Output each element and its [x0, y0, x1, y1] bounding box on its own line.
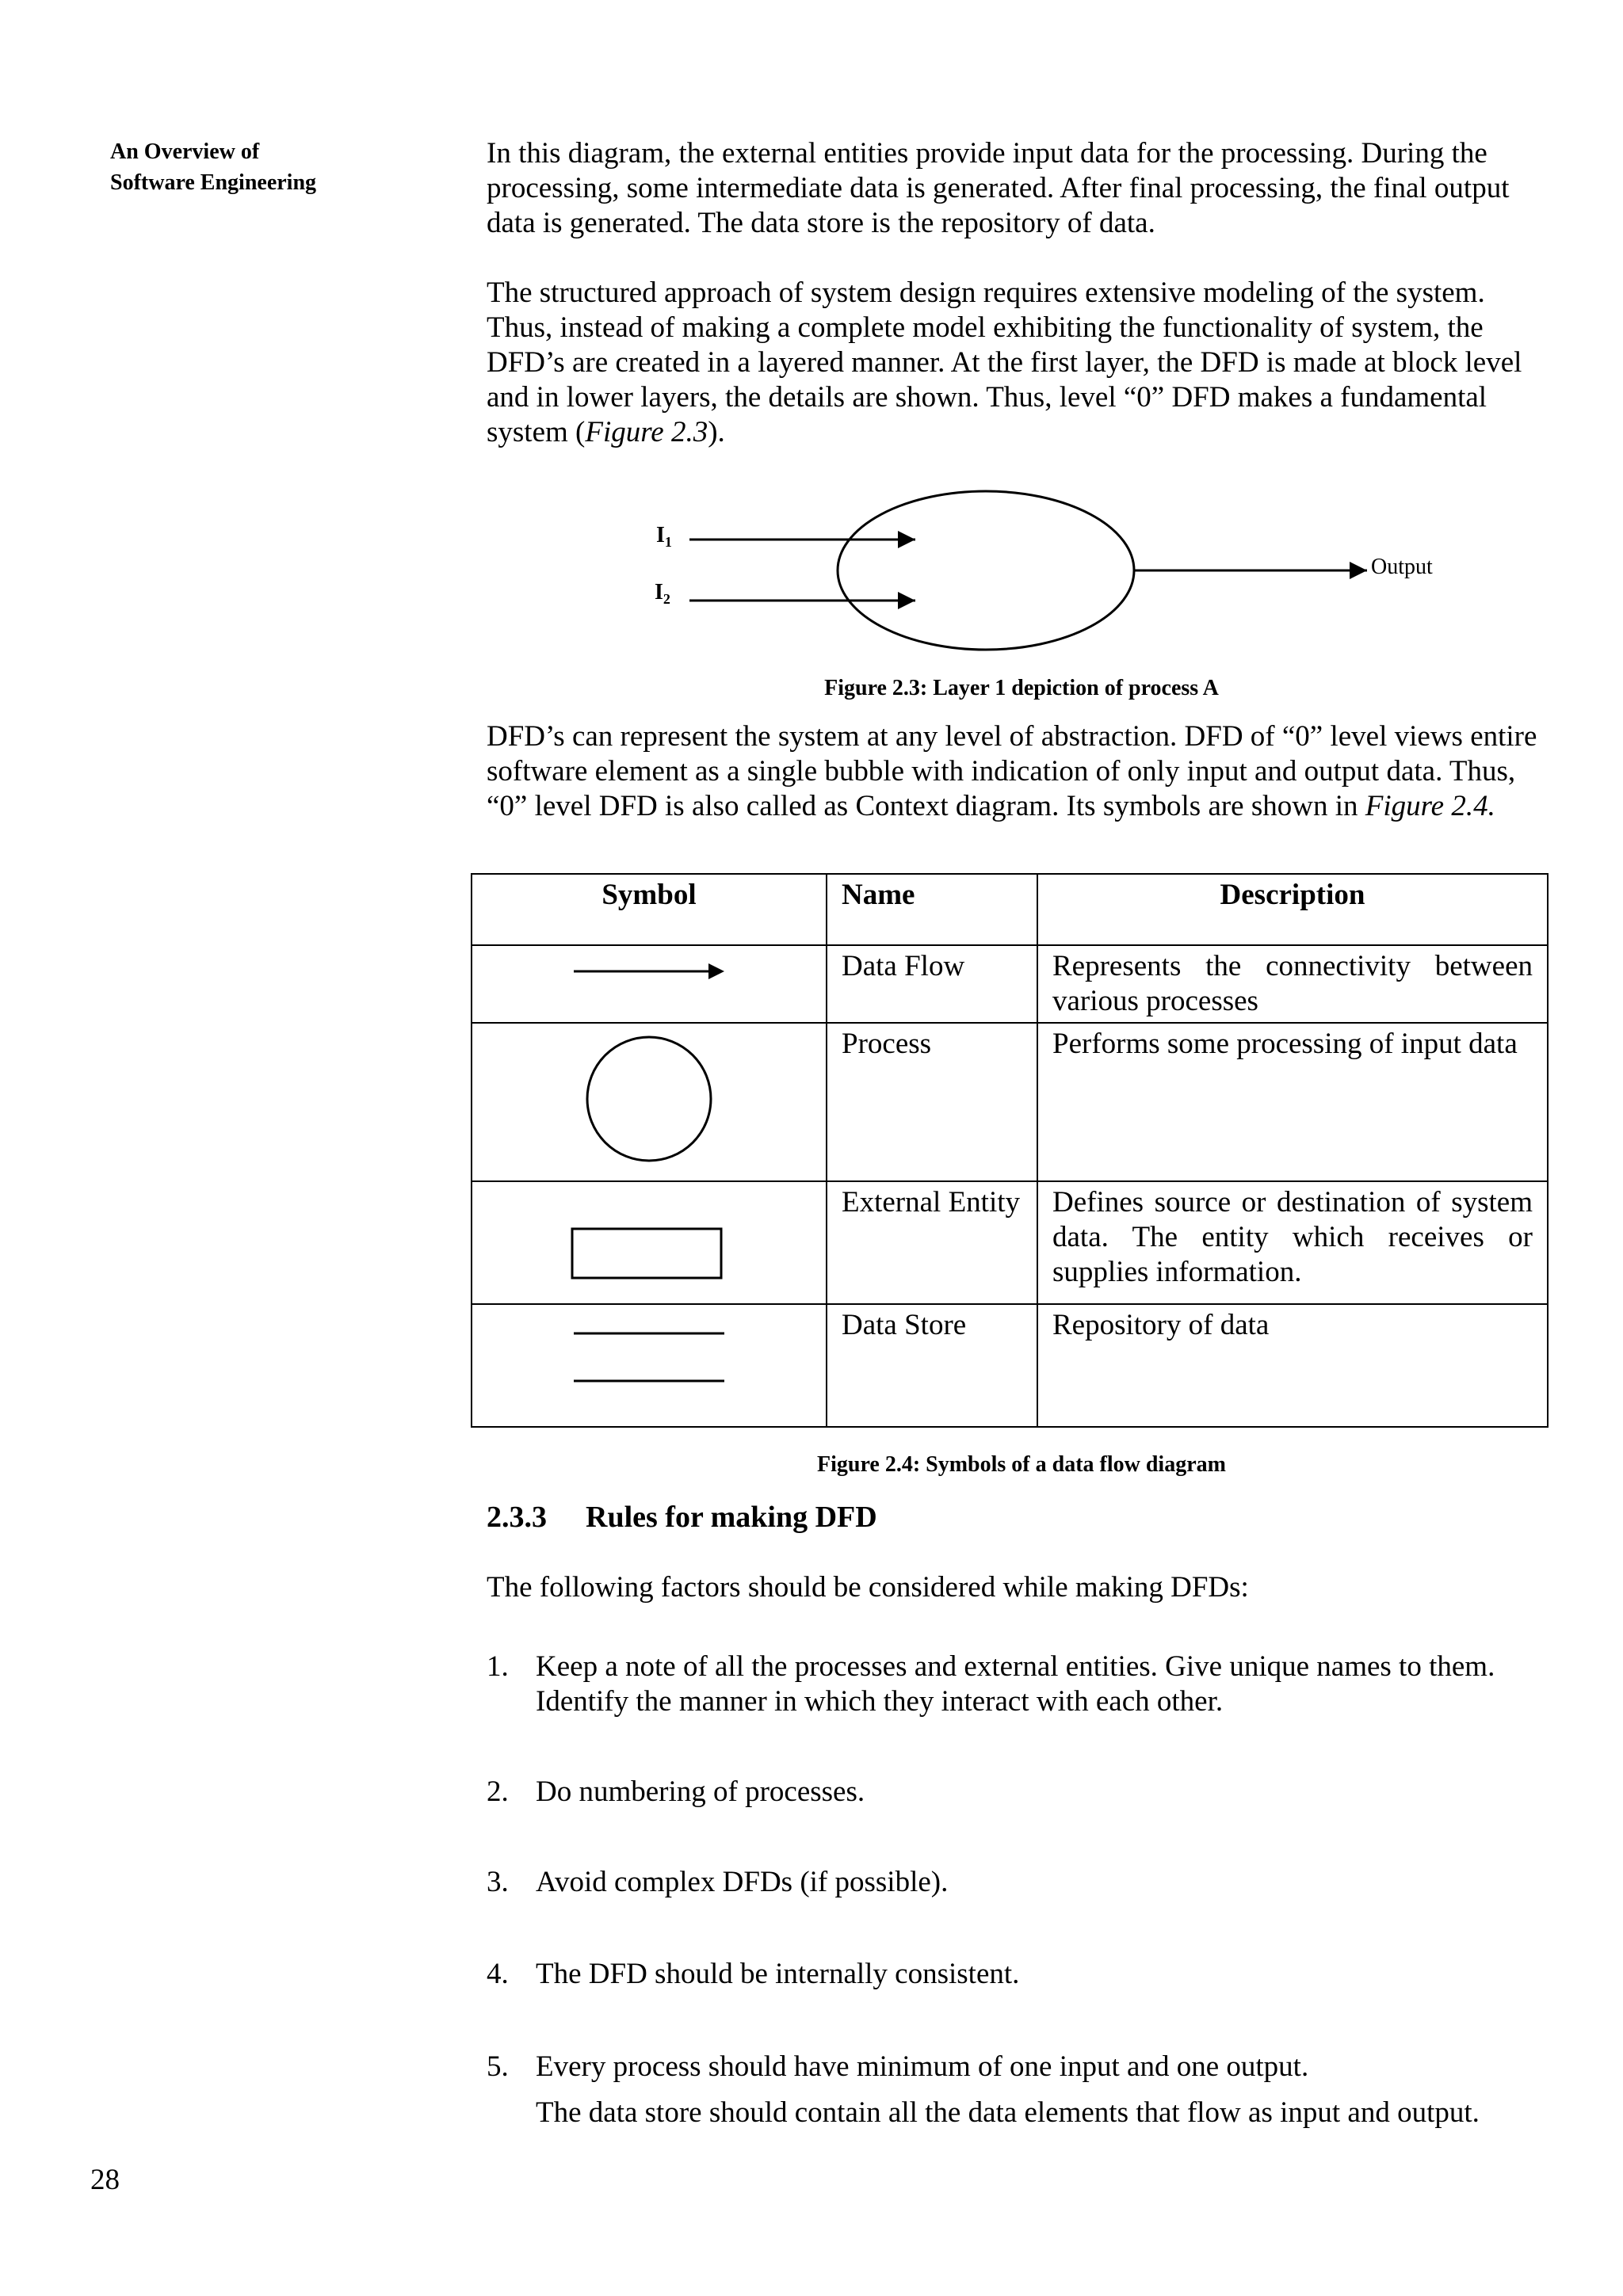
description-cell: Repository of data: [1037, 1304, 1548, 1427]
name-cell: Data Flow: [827, 945, 1037, 1023]
header-description: Description: [1037, 874, 1548, 945]
symbol-cell: [472, 1304, 827, 1427]
list-item: [487, 1865, 1556, 1900]
figure-2-4-caption: Figure 2.4: Symbols of a data flow diagram: [817, 1452, 1226, 1477]
list-item-number: 3.: [487, 1866, 509, 1898]
list-item-text: Keep a note of all the processes and external entities. Give unique names to them. Identify the manner in which they interact with each other.: [536, 1650, 1495, 1718]
symbol-cell: [472, 1023, 827, 1181]
running-header-line2: Software Engineering: [110, 170, 317, 195]
header-name: Name: [827, 874, 1037, 945]
symbol-cell: [472, 1181, 827, 1304]
page-number: 28: [90, 2164, 120, 2196]
table-header-row: [472, 874, 1548, 945]
table-row: [472, 945, 1548, 1023]
description-cell: Defines source or destination of system data. The entity which receives or supplies information.: [1037, 1181, 1548, 1304]
paragraph-abstraction: [487, 719, 1556, 824]
paragraph-structured-approach-end: ).: [708, 416, 725, 448]
list-item-continuation: The data store should contain all the data elements that flow as input and output.: [536, 2096, 1480, 2129]
section-intro: The following factors should be considered while making DFDs:: [487, 1571, 1249, 1604]
figure-2-3-diagram: [487, 136, 1556, 675]
dfd-symbols-table: [471, 873, 1549, 1428]
rectangle-icon: [570, 1226, 728, 1282]
list-item-number: 1.: [487, 1650, 509, 1683]
symbol-cell: [472, 945, 827, 1023]
list-item-number: 4.: [487, 1958, 509, 1990]
section-number: 2.3.3: [487, 1501, 547, 1534]
figure-2-3-caption: Figure 2.3: Layer 1 depiction of process A: [824, 676, 1219, 700]
figure-2-4-reference: Figure 2.4.: [1365, 790, 1495, 822]
header-symbol: Symbol: [472, 874, 827, 945]
input-i1-label: $I_1$: [656, 523, 672, 550]
arrow-icon: [570, 955, 728, 987]
list-item: [487, 1775, 1556, 1810]
table-row: [472, 1023, 1548, 1181]
list-item-text: The DFD should be internally consistent.: [536, 1958, 1020, 1990]
list-item-number: 2.: [487, 1775, 509, 1808]
paragraph-intro: In this diagram, the external entities provide input data for the processing. During the processing, some intermediate data is generated. After final processing, the final output data is generated. The data store is the repository of data.: [487, 137, 1510, 239]
figure-2-3-reference: Figure 2.3: [585, 416, 708, 448]
name-cell: Process: [827, 1023, 1037, 1181]
list-item-text: Do numbering of processes.: [536, 1775, 865, 1808]
name-cell: External Entity: [827, 1181, 1037, 1304]
description-cell: Represents the connectivity between various processes: [1037, 945, 1548, 1023]
circle-icon: [582, 1032, 716, 1166]
paragraph-structured-approach-text: The structured approach of system design requires extensive modeling of the system. Thus, instead of making a complete model exhibiting the functionality of system, the DFD’s are created in a layered manner. At the first layer, the DFD is made at block level and in lower layers, the details are shown. Thus, level “0” DFD makes a fundamental system (: [487, 277, 1522, 448]
name-cell: Data Store: [827, 1304, 1037, 1427]
input-i2-label: $I_2$: [655, 580, 670, 607]
section-heading: [487, 1499, 877, 1535]
table-row: [472, 1304, 1548, 1427]
running-header-line1: An Overview of: [110, 139, 260, 164]
paragraph-abstraction-text: DFD’s can represent the system at any level of abstraction. DFD of “0” level views entire software element as a single bubble with indication of only input and output data. Thus, “0” level DFD is also called as Context diagram. Its symbols are shown in: [487, 720, 1537, 822]
list-item: [487, 1957, 1556, 1992]
output-label: Output: [1371, 555, 1433, 579]
list-item-number: 5.: [487, 2050, 509, 2083]
table-row: [472, 1181, 1548, 1304]
section-title: Rules for making DFD: [586, 1501, 877, 1534]
list-item-text: Avoid complex DFDs (if possible).: [536, 1866, 949, 1898]
description-cell: Performs some processing of input data: [1037, 1023, 1548, 1181]
list-item-text: Every process should have minimum of one input and one output.: [536, 2050, 1309, 2083]
list-item: [487, 2050, 1556, 2130]
list-item: [487, 1650, 1556, 1719]
running-header: [110, 136, 316, 198]
process-a-bubble: [838, 491, 1134, 650]
parallel-lines-icon: [570, 1325, 728, 1389]
